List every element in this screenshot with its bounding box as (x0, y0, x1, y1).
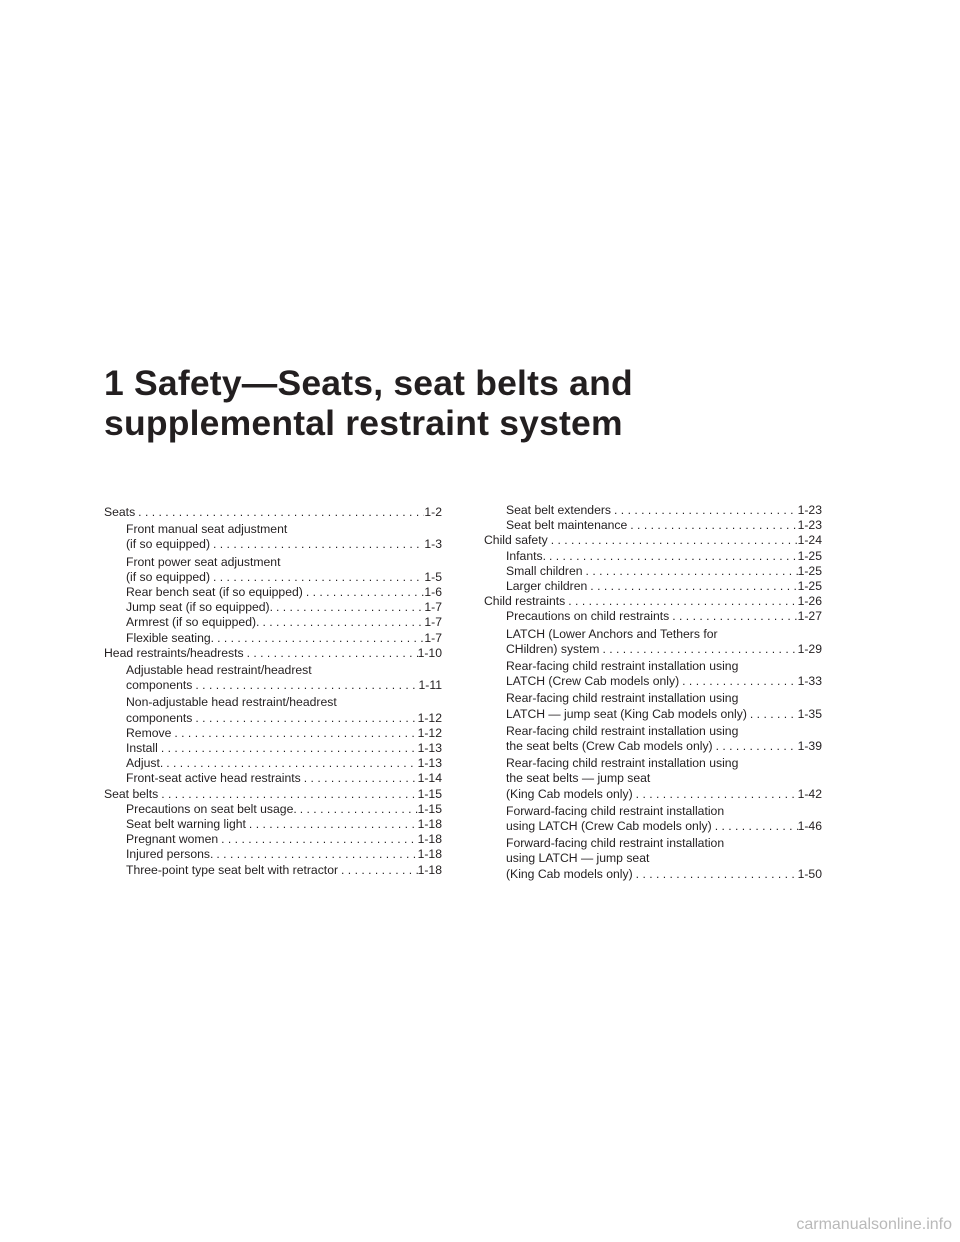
dot-leader (301, 771, 418, 786)
dot-leader (210, 570, 424, 585)
toc-entry[interactable] (104, 741, 442, 756)
toc-entry-label: Armrest (if so equipped). (126, 615, 260, 630)
toc-entry-label: LATCH — jump seat (King Cab models only) (506, 706, 747, 721)
toc-entry-text-line: LATCH (Lower Anchors and Tethers for (506, 626, 718, 641)
watermark: carmanualsonline.info (796, 1216, 952, 1233)
toc-entry-page: 1-6 (424, 585, 442, 600)
toc-entry-page: 1-18 (417, 847, 442, 862)
toc-entry[interactable] (104, 585, 442, 600)
dot-leader (218, 832, 417, 847)
chapter-title-line-2: supplemental restraint system (104, 403, 623, 443)
toc-entry-text-line: Forward-facing child restraint installation (506, 803, 725, 818)
toc-entry-label: Infants. (506, 548, 546, 563)
toc-entry[interactable] (104, 771, 442, 786)
toc-entry-text-line: the seat belts — jump seat (506, 771, 651, 786)
toc-entry-label: Jump seat (if so equipped). (126, 600, 274, 615)
toc-entry[interactable] (484, 503, 822, 518)
toc-entry[interactable] (484, 836, 822, 882)
toc-entry-label: (if so equipped) (126, 569, 211, 584)
toc-entry-page: 1-10 (417, 645, 442, 660)
toc-entry-page: 1-39 (797, 739, 822, 754)
toc-entry-label: Seat belt maintenance (506, 518, 628, 533)
dot-leader (273, 600, 424, 615)
toc-entry[interactable] (484, 579, 822, 594)
toc-entry-text-line: Rear-facing child restraint installation using (506, 691, 739, 706)
toc-entry-label: Child restraints (484, 594, 566, 609)
toc-entry[interactable] (104, 663, 442, 693)
chapter-title-line-1: 1 Safety—Seats, seat belts and (104, 363, 633, 403)
toc-entry-label: Child safety (484, 533, 548, 548)
toc-entry-label: the seat belts (Crew Cab models only) (506, 739, 713, 754)
toc-entry-label: (King Cab models only) (506, 786, 633, 801)
dot-leader (679, 674, 797, 689)
toc-entry-label: Flexible seating. (126, 630, 215, 645)
dot-leader (192, 678, 418, 693)
toc-entry[interactable] (104, 615, 442, 630)
toc-entry-label: Remove (126, 725, 172, 740)
toc-entry[interactable] (484, 564, 822, 579)
toc-entry-page: 1-15 (417, 801, 442, 816)
toc-right-column (484, 503, 822, 882)
dot-leader (583, 564, 798, 579)
dot-leader (259, 615, 424, 630)
toc-entry-page: 1-3 (424, 537, 442, 552)
toc-entry-label: components (126, 710, 193, 725)
toc-entry-page: 1-18 (417, 862, 442, 877)
dot-leader (633, 787, 798, 802)
toc-entry[interactable] (104, 631, 442, 646)
dot-leader (712, 819, 798, 834)
dot-leader (158, 787, 417, 802)
toc-entry-label: Precautions on seat belt usage. (126, 801, 297, 816)
toc-entry-text-line: using LATCH — jump seat (506, 851, 650, 866)
toc-entry-page: 1-26 (797, 594, 822, 609)
toc-entry[interactable] (484, 756, 822, 802)
toc-entry-page: 1-7 (424, 600, 442, 615)
toc-entry-text-line: Front power seat adjustment (126, 554, 281, 569)
toc-entry-label: (if so equipped) (126, 537, 211, 552)
toc-entry-label: Rear bench seat (if so equipped) (126, 585, 303, 600)
dot-leader (163, 756, 417, 771)
toc-entry-page: 1-13 (417, 741, 442, 756)
dot-leader (565, 594, 797, 609)
toc-entry[interactable] (104, 695, 442, 725)
toc-entry-label: Head restraints/headrests (104, 645, 244, 660)
toc-entry[interactable] (484, 724, 822, 754)
toc-entry-label: Front-seat active head restraints (126, 771, 301, 786)
toc-entry-label: Injured persons. (126, 847, 214, 862)
dot-leader (171, 726, 417, 741)
toc-entry-page: 1-29 (797, 641, 822, 656)
dot-leader (246, 817, 418, 832)
toc-entry-text-line: Rear-facing child restraint installation using (506, 723, 739, 738)
toc-entry-text-line: Rear-facing child restraint installation using (506, 659, 739, 674)
dot-leader (192, 711, 417, 726)
dot-leader (611, 503, 798, 518)
dot-leader (713, 739, 798, 754)
toc-entry-page: 1-7 (424, 630, 442, 645)
toc-entry-page: 1-46 (797, 819, 822, 834)
toc-entry-page: 1-27 (797, 609, 822, 624)
toc-entry-page: 1-23 (797, 503, 822, 517)
toc-entry-label: Pregnant women (126, 832, 219, 847)
toc-entry-text-line: Forward-facing child restraint installation (506, 836, 725, 851)
toc-entry-page: 1-25 (797, 548, 822, 563)
toc-entry-page: 1-23 (797, 518, 822, 533)
toc-entry[interactable] (484, 533, 822, 548)
chapter-title (104, 363, 864, 443)
dot-leader (633, 867, 798, 882)
toc-entry-label: Seat belts (104, 786, 159, 801)
toc-entry[interactable] (104, 802, 442, 817)
toc-entry-page: 1-18 (417, 832, 442, 847)
toc-entry-page: 1-50 (797, 866, 822, 881)
dot-leader (338, 863, 418, 878)
toc-entry[interactable] (484, 609, 822, 624)
toc-entry-text-line: Adjustable head restraint/headrest (126, 663, 312, 678)
toc-entry-label: Install (126, 741, 158, 756)
toc-entry-page: 1-35 (797, 706, 822, 721)
dot-leader (303, 585, 425, 600)
dot-leader (214, 631, 424, 646)
toc-entry-label: (King Cab models only) (506, 866, 633, 881)
dot-leader (297, 802, 418, 817)
toc-entry-page: 1-12 (417, 710, 442, 725)
toc-entry-page: 1-24 (797, 533, 822, 548)
toc-entry-label: Seats (104, 505, 136, 519)
toc-entry-label: Seat belt warning light (126, 817, 246, 832)
toc-entry-page: 1-14 (417, 771, 442, 786)
toc-entry[interactable] (484, 594, 822, 609)
toc-entry-page: 1-15 (417, 786, 442, 801)
toc-entry-label: components (126, 678, 193, 693)
toc-entry-page: 1-12 (417, 725, 442, 740)
toc-left-column (104, 505, 442, 878)
toc-entry[interactable] (104, 646, 442, 661)
toc-entry[interactable] (484, 659, 822, 689)
toc-entry-page: 1-25 (797, 563, 822, 578)
toc-entry-label: Precautions on child restraints (506, 609, 670, 624)
toc-entry[interactable] (104, 505, 442, 520)
toc-entry-page: 1-7 (424, 615, 442, 630)
toc-entry-page: 1-2 (424, 505, 442, 519)
toc-entry-label: Small children (506, 563, 583, 578)
toc-entry-text-line: Non-adjustable head restraint/headrest (126, 695, 337, 710)
toc-entry-text-line: Front manual seat adjustment (126, 522, 288, 537)
toc-entry[interactable] (104, 600, 442, 615)
toc-entry-page: 1-5 (424, 569, 442, 584)
toc-entry[interactable] (484, 627, 822, 657)
dot-leader (158, 741, 418, 756)
toc-entry-page: 1-42 (797, 786, 822, 801)
toc-entry-label: Larger children (506, 579, 588, 594)
dot-leader (599, 642, 797, 657)
toc-entry[interactable] (104, 847, 442, 862)
dot-leader (669, 609, 797, 624)
toc-entry[interactable] (484, 518, 822, 533)
toc-entry-label: CHildren) system (506, 641, 600, 656)
dot-leader (135, 505, 424, 520)
toc-entry[interactable] (104, 832, 442, 847)
toc-entry-label: Seat belt extenders (506, 503, 612, 517)
dot-leader (546, 549, 798, 564)
toc-entry[interactable] (104, 863, 442, 878)
toc-entry-page: 1-11 (418, 678, 442, 693)
toc-entry[interactable] (484, 549, 822, 564)
toc-entry-page: 1-33 (797, 674, 822, 689)
toc-entry[interactable] (104, 787, 442, 802)
toc-entry-label: LATCH (Crew Cab models only) (506, 674, 680, 689)
dot-leader (548, 533, 798, 548)
toc-entry-label: using LATCH (Crew Cab models only) (506, 819, 712, 834)
dot-leader (213, 847, 417, 862)
dot-leader (747, 707, 798, 722)
toc-entry-text-line: Rear-facing child restraint installation using (506, 756, 739, 771)
dot-leader (210, 537, 424, 552)
toc-entry-label: Adjust. (126, 756, 164, 771)
toc-entry[interactable] (104, 726, 442, 741)
toc-entry-label: Three-point type seat belt with retractor (126, 862, 339, 877)
toc-entry[interactable] (484, 691, 822, 721)
dot-leader (627, 518, 797, 533)
toc-entry[interactable] (104, 817, 442, 832)
dot-leader (244, 646, 418, 661)
toc-entry-page: 1-18 (417, 817, 442, 832)
toc-entry-page: 1-13 (417, 756, 442, 771)
toc-entry-page: 1-25 (797, 579, 822, 594)
dot-leader (587, 579, 797, 594)
toc-entry[interactable] (104, 756, 442, 771)
toc-entry[interactable] (104, 522, 442, 552)
toc-entry[interactable] (484, 804, 822, 834)
toc-entry[interactable] (104, 555, 442, 585)
